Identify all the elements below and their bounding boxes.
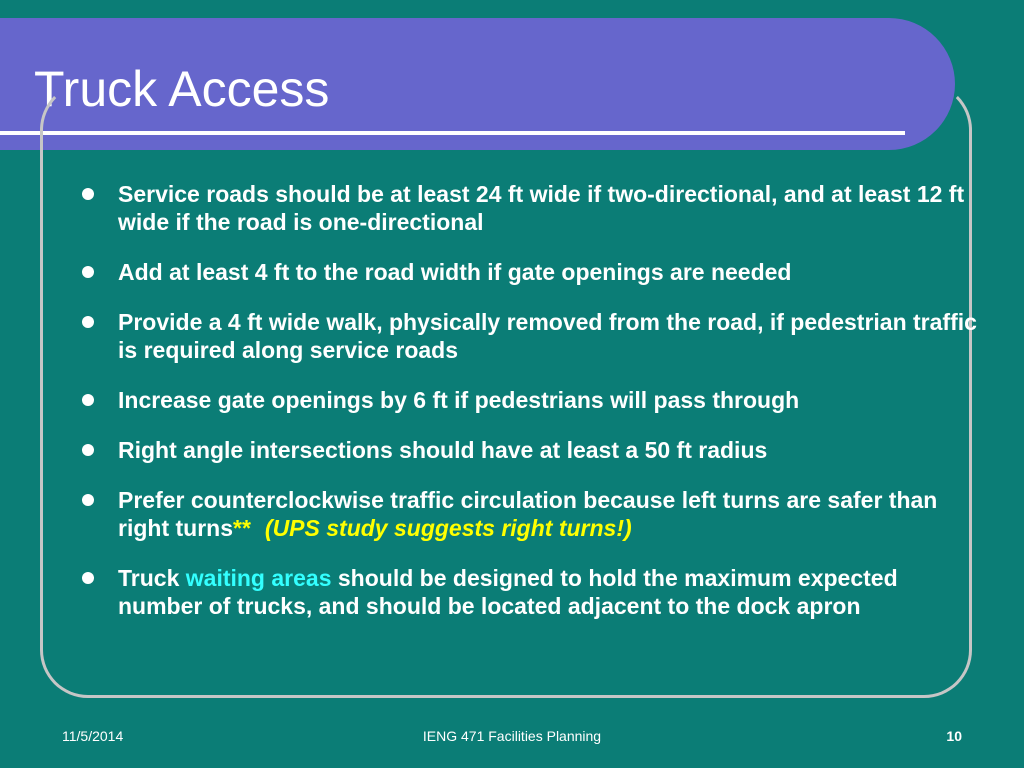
bullet-dot-icon [82, 444, 94, 456]
slide-number: 10 [946, 728, 962, 744]
bullet-text-prefix: Truck [118, 565, 186, 591]
bullet-item [80, 308, 980, 364]
bullet-text-suffix: should be designed to hold the maximum expected number of trucks, and should be located adjacent to the dock apron [118, 565, 898, 619]
bullet-item [80, 386, 980, 414]
bullet-dot-icon [82, 316, 94, 328]
slide-title: Truck Access [34, 61, 330, 117]
bullet-dot-icon [82, 494, 94, 506]
bullet-text: Service roads should be at least 24 ft wide if two-directional, and at least 12 ft wide if the road is one-directional [118, 181, 965, 235]
bullet-item [80, 564, 980, 620]
bullet-text: Provide a 4 ft wide walk, physically removed from the road, if pedestrian traffic is required along service roads [118, 309, 977, 363]
ups-note: (UPS study suggests right turns!) [264, 515, 632, 541]
bullet-text: Increase gate openings by 6 ft if pedestrians will pass through [118, 387, 800, 413]
bullet-list [80, 180, 980, 642]
bullet-item [80, 436, 980, 464]
bullet-text: Prefer counterclockwise traffic circulation because left turns are safer than right turns [118, 487, 938, 541]
bullet-dot-icon [82, 266, 94, 278]
footer-date: 11/5/2014 [62, 728, 124, 744]
bullet-dot-icon [82, 394, 94, 406]
footnote-marker: ** [233, 515, 251, 541]
bullet-item [80, 258, 980, 286]
bullet-text: Add at least 4 ft to the road width if gate openings are needed [118, 259, 792, 285]
bullet-text: Right angle intersections should have at least a 50 ft radius [118, 437, 768, 463]
bullet-dot-icon [82, 188, 94, 200]
bullet-item [80, 486, 980, 542]
bullet-item [80, 180, 980, 236]
waiting-areas-highlight: waiting areas [185, 565, 332, 591]
footer-course: IENG 471 Facilities Planning [422, 728, 602, 744]
bullet-dot-icon [82, 572, 94, 584]
